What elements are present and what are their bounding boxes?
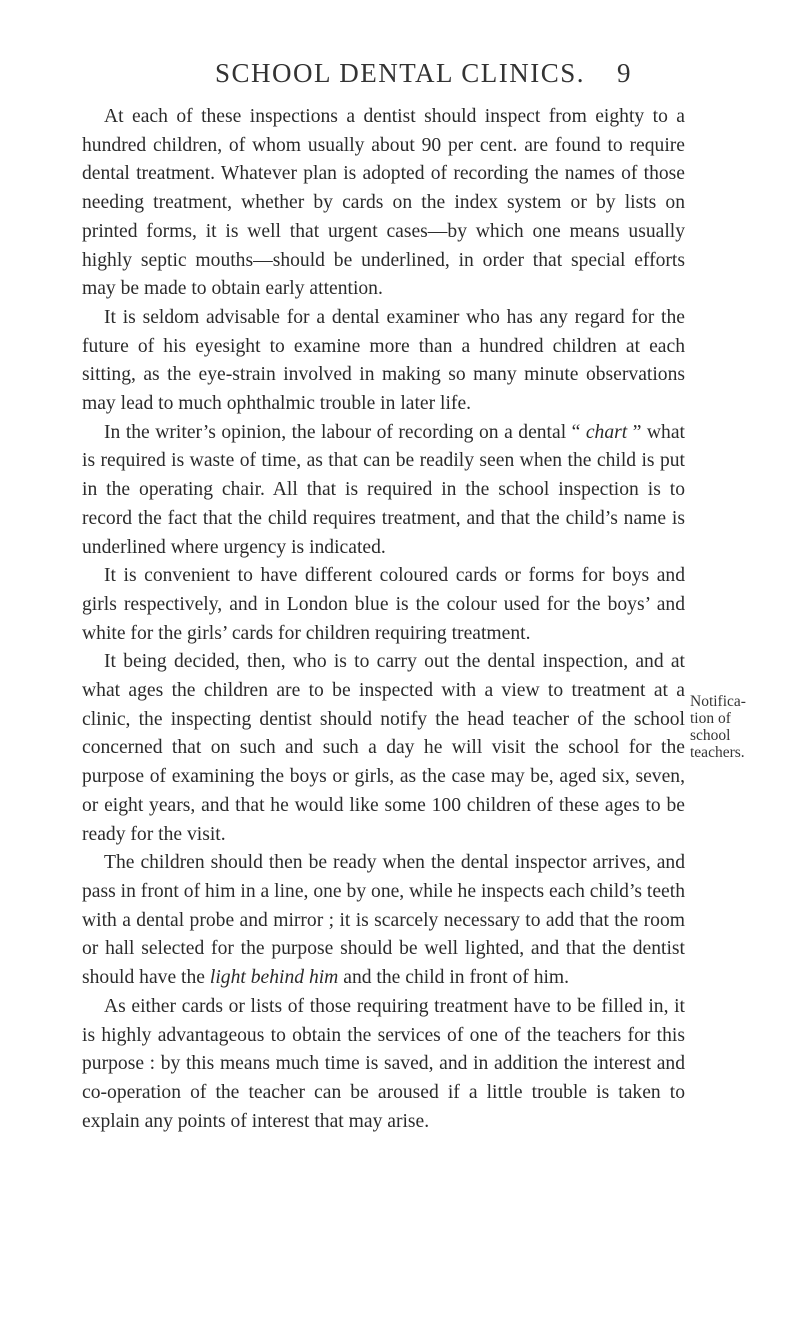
paragraph [82,103,685,304]
margin-note-line: school [690,727,731,744]
body-text [82,103,685,1136]
text-run: It is convenient to have different coloured cards or forms for boys and girls respectively, and in London blue is the colour used for the boys’ and white for the girls’ cards for children requiring treatment. [82,565,685,644]
margin-note-line: tion of [690,710,731,727]
paragraph [82,849,685,993]
margin-note-line: teachers. [690,744,745,761]
text-run: In the writer’s opinion, the labour of recording on a dental “ [104,421,586,443]
text-run: It being decided, then, who is to carry out the dental inspection, and at what ages the children are to be inspected with a view to treatment at a clinic, the inspecting dentist should notify the head teacher of the school concerned that on such and such a day he will visit the school for the purpose of examining the boys or girls, as the case may be, aged six, seven, or eight years, and that he would like some 100 children of these ages to be ready for the visit. [82,651,685,845]
text-run: ” what is required is waste of time, as that can be readily seen when the child is put in the operating chair. All that is required in the school inspection is to record the fact that the child requires treatment, and that the child’s name is underlined where urgency is indicated. [82,421,685,558]
paragraph [82,993,685,1137]
text-run: As either cards or lists of those requiring treatment have to be filled in, it is highly advantageous to obtain the services of one of the teachers for this purpose : by this means much time is saved, and in addition the interest and co-operation of the teacher can be aroused if a little trouble is taken to explain any points of interest that may arise. [82,995,685,1132]
italic-text: light behind him [209,967,339,989]
text-run: At each of these inspections a dentist should inspect from eighty to a hundred children, of whom usually about 90 per cent. are found to require dental treatment. Whatever plan is adopted of recording the names of those needing treatment, whether by cards on the index system or by lists on printed forms, it is well that urgent cases—by which one means usually highly septic mouths—should be underlined, in order that special efforts may be made to obtain early attention. [82,106,685,300]
running-title: SCHOOL DENTAL CLINICS. [214,58,586,88]
italic-text: chart [585,421,628,443]
margin-note-line: Notifica- [690,693,746,710]
paragraph [82,419,685,563]
paragraph [82,562,685,648]
paragraph [82,304,685,419]
paragraph [82,648,685,849]
running-header [0,58,800,98]
text-run: It is seldom advisable for a dental examiner who has any regard for the future of his eyesight to examine more than a hundred children at each sitting, as the eye-strain involved in making so many minute observations may lead to much ophthalmic trouble in later life. [82,306,685,415]
margin-note [690,693,798,761]
text-run: and the child in front of him. [338,967,570,989]
text-run: The children should then be ready when the dental inspector arrives, and pass in front of him in a line, one by one, while he inspects each child’s teeth with a dental probe and mirror ; it is scarcely necessary to add that the room or hall selected for the purpose should be well lighted, and that the dentist should have the [82,852,685,989]
page-number: 9 [617,58,631,88]
